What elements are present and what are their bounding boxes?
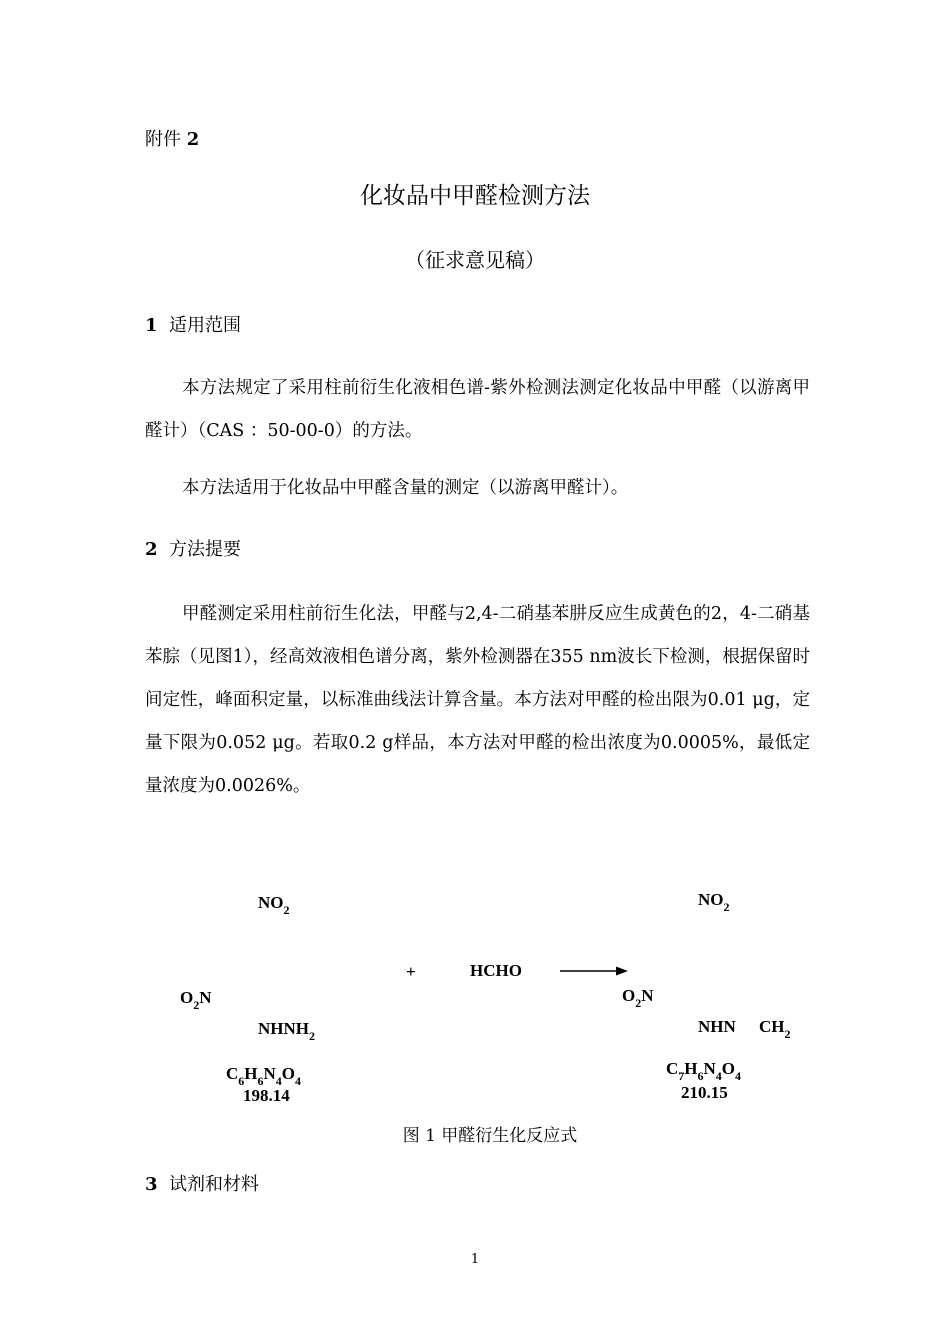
section-3-number: 3 (145, 1174, 158, 1195)
section-2-title: 方法提要 (168, 539, 241, 560)
product-o2n: $O_2N$ (622, 986, 654, 1010)
section-1-paragraph-1: 本方法规定了采用柱前衍生化液相色谱-紫外检测法测定化妆品中甲醛（以游离甲醛计）（CAS ：50-00-0）的方法。 (145, 378, 810, 441)
reagent-formaldehyde: HCHO (470, 961, 522, 980)
section-1-title: 适用范围 (168, 315, 241, 336)
attachment-label-text: 附件 (145, 129, 181, 150)
document-title: 化妆品中甲醛检测方法 (360, 183, 590, 209)
product-hydrazone-nhn: NHN (698, 1017, 736, 1036)
section-1-heading (145, 314, 241, 338)
section-3-heading (145, 1173, 259, 1197)
plus-sign: + (406, 962, 416, 981)
reactant-hydrazine-group: $NHNH_2$ (258, 1019, 315, 1043)
section-2-paragraph-1: 甲醛测定采用柱前衍生化法，甲醛与2,4-二硝基苯肼反应生成黄色的2，4-二硝基苯腙（见图1），经高效液相色谱分离，紫外检测器在355 nm波长下检测，根据保留时间定性，峰面积定量，以标准曲线法计算含量。本方法对甲醛的检出限为0.01 μg，定量下限为0.052 μg。若取0.2 g样品，本方法对甲醛的检出浓度为0.0005%，最低定量浓度为0.0026%。 (145, 604, 810, 796)
reactant-formula: $C_6H_6N_4O_4$ (226, 1064, 302, 1088)
reactant-molecular-weight: 198.14 (243, 1086, 290, 1105)
section-1-paragraph-2: 本方法适用于化妆品中甲醛含量的测定（以游离甲醛计）。 (182, 478, 629, 498)
product-formula: $C_7H_6N_4O_4$ (666, 1059, 742, 1083)
section-2-number: 2 (145, 539, 158, 560)
reactant-o2n: $O_2N$ (180, 988, 212, 1012)
section-1-number: 1 (145, 315, 158, 336)
product-hydrazone-ch2: $CH_2$ (759, 1017, 791, 1041)
product-molecular-weight: 210.15 (681, 1083, 728, 1102)
section-3-title: 试剂和材料 (168, 1174, 259, 1195)
reaction-arrow (560, 964, 630, 978)
document-subtitle: （征求意见稿） (405, 248, 545, 272)
page-number: 1 (470, 1252, 480, 1267)
reactant-no2-top: $NO_2$ (258, 893, 290, 917)
figure-caption: 图 1 甲醛衍生化反应式 (402, 1126, 578, 1146)
product-no2-top: $NO_2$ (698, 890, 730, 914)
attachment-label (145, 128, 199, 152)
attachment-number: 2 (186, 129, 200, 150)
section-2-heading (145, 538, 241, 562)
